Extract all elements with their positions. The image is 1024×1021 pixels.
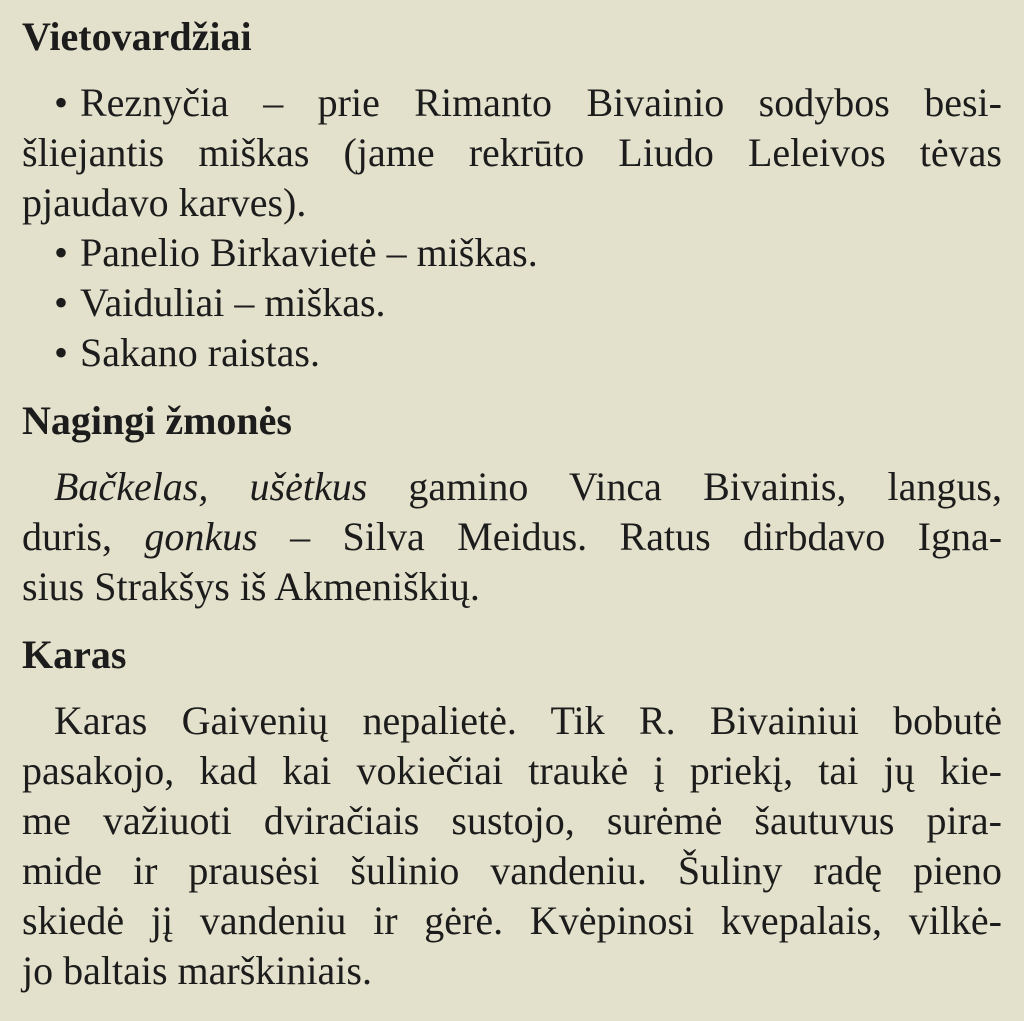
heading-karas: Karas xyxy=(22,632,127,677)
list-item xyxy=(22,78,1002,128)
paragraph-text: – Silva Meidus. Ratus dirbdavo Igna- xyxy=(257,514,1003,559)
italic-term: Bačkelas, ušėtkus xyxy=(54,464,368,509)
section-karas xyxy=(22,630,1002,996)
bullet-icon: • xyxy=(54,80,69,125)
list-item xyxy=(22,278,1002,328)
paragraph-line: sius Strakšys iš Akmeniškių. xyxy=(22,564,480,609)
paragraph-line: jo baltais marškiniais. xyxy=(22,948,372,993)
list-item-text: Vaiduliai – miškas. xyxy=(80,280,386,325)
list-item-text: Panelio Birkavietė – miškas. xyxy=(80,230,538,275)
paragraph-text: duris, xyxy=(22,514,145,559)
bullet-icon: • xyxy=(54,280,69,325)
section-vietovardziai xyxy=(22,12,1002,378)
paragraph xyxy=(22,696,1002,996)
bullet-icon: • xyxy=(54,330,69,375)
bullet-icon: • xyxy=(54,230,69,275)
paragraph-line: me važiuoti dviračiais sustojo, surėmė šautuvus pira- xyxy=(22,798,1002,843)
list-item-continuation: šliejantis miškas (jame rekrūto Liudo Leleivos tėvas xyxy=(22,130,1002,175)
italic-term: gonkus xyxy=(144,514,258,559)
list-item xyxy=(22,328,1002,378)
heading-nagingi-zmones: Nagingi žmonės xyxy=(22,398,292,443)
paragraph xyxy=(22,462,1002,612)
place-names-list xyxy=(22,78,1002,378)
paragraph-line xyxy=(22,462,1002,512)
paragraph-line xyxy=(22,512,1002,562)
document-page xyxy=(22,12,1002,996)
list-item-text: Reznyčia – prie Rimanto Bivainio sodybos besi- xyxy=(80,80,1002,125)
paragraph-line: skiedė jį vandeniu ir gėrė. Kvėpinosi kvepalais, vilkė- xyxy=(22,898,1002,943)
heading-vietovardziai: Vietovardžiai xyxy=(22,14,252,59)
section-nagingi-zmones xyxy=(22,396,1002,612)
list-item-text: Sakano raistas. xyxy=(80,330,320,375)
paragraph-line: mide ir prausėsi šulinio vandeniu. Šuliny radę pieno xyxy=(22,848,1002,893)
paragraph-line: pasakojo, kad kai vokiečiai traukė į priekį, tai jų kie- xyxy=(22,748,1002,793)
paragraph-line: Karas Gaivenių nepalietė. Tik R. Bivainiui bobutė xyxy=(54,698,1002,743)
list-item-continuation: pjaudavo karves). xyxy=(22,180,307,225)
paragraph-text: gamino Vinca Bivainis, langus, xyxy=(367,464,1002,509)
list-item xyxy=(22,228,1002,278)
